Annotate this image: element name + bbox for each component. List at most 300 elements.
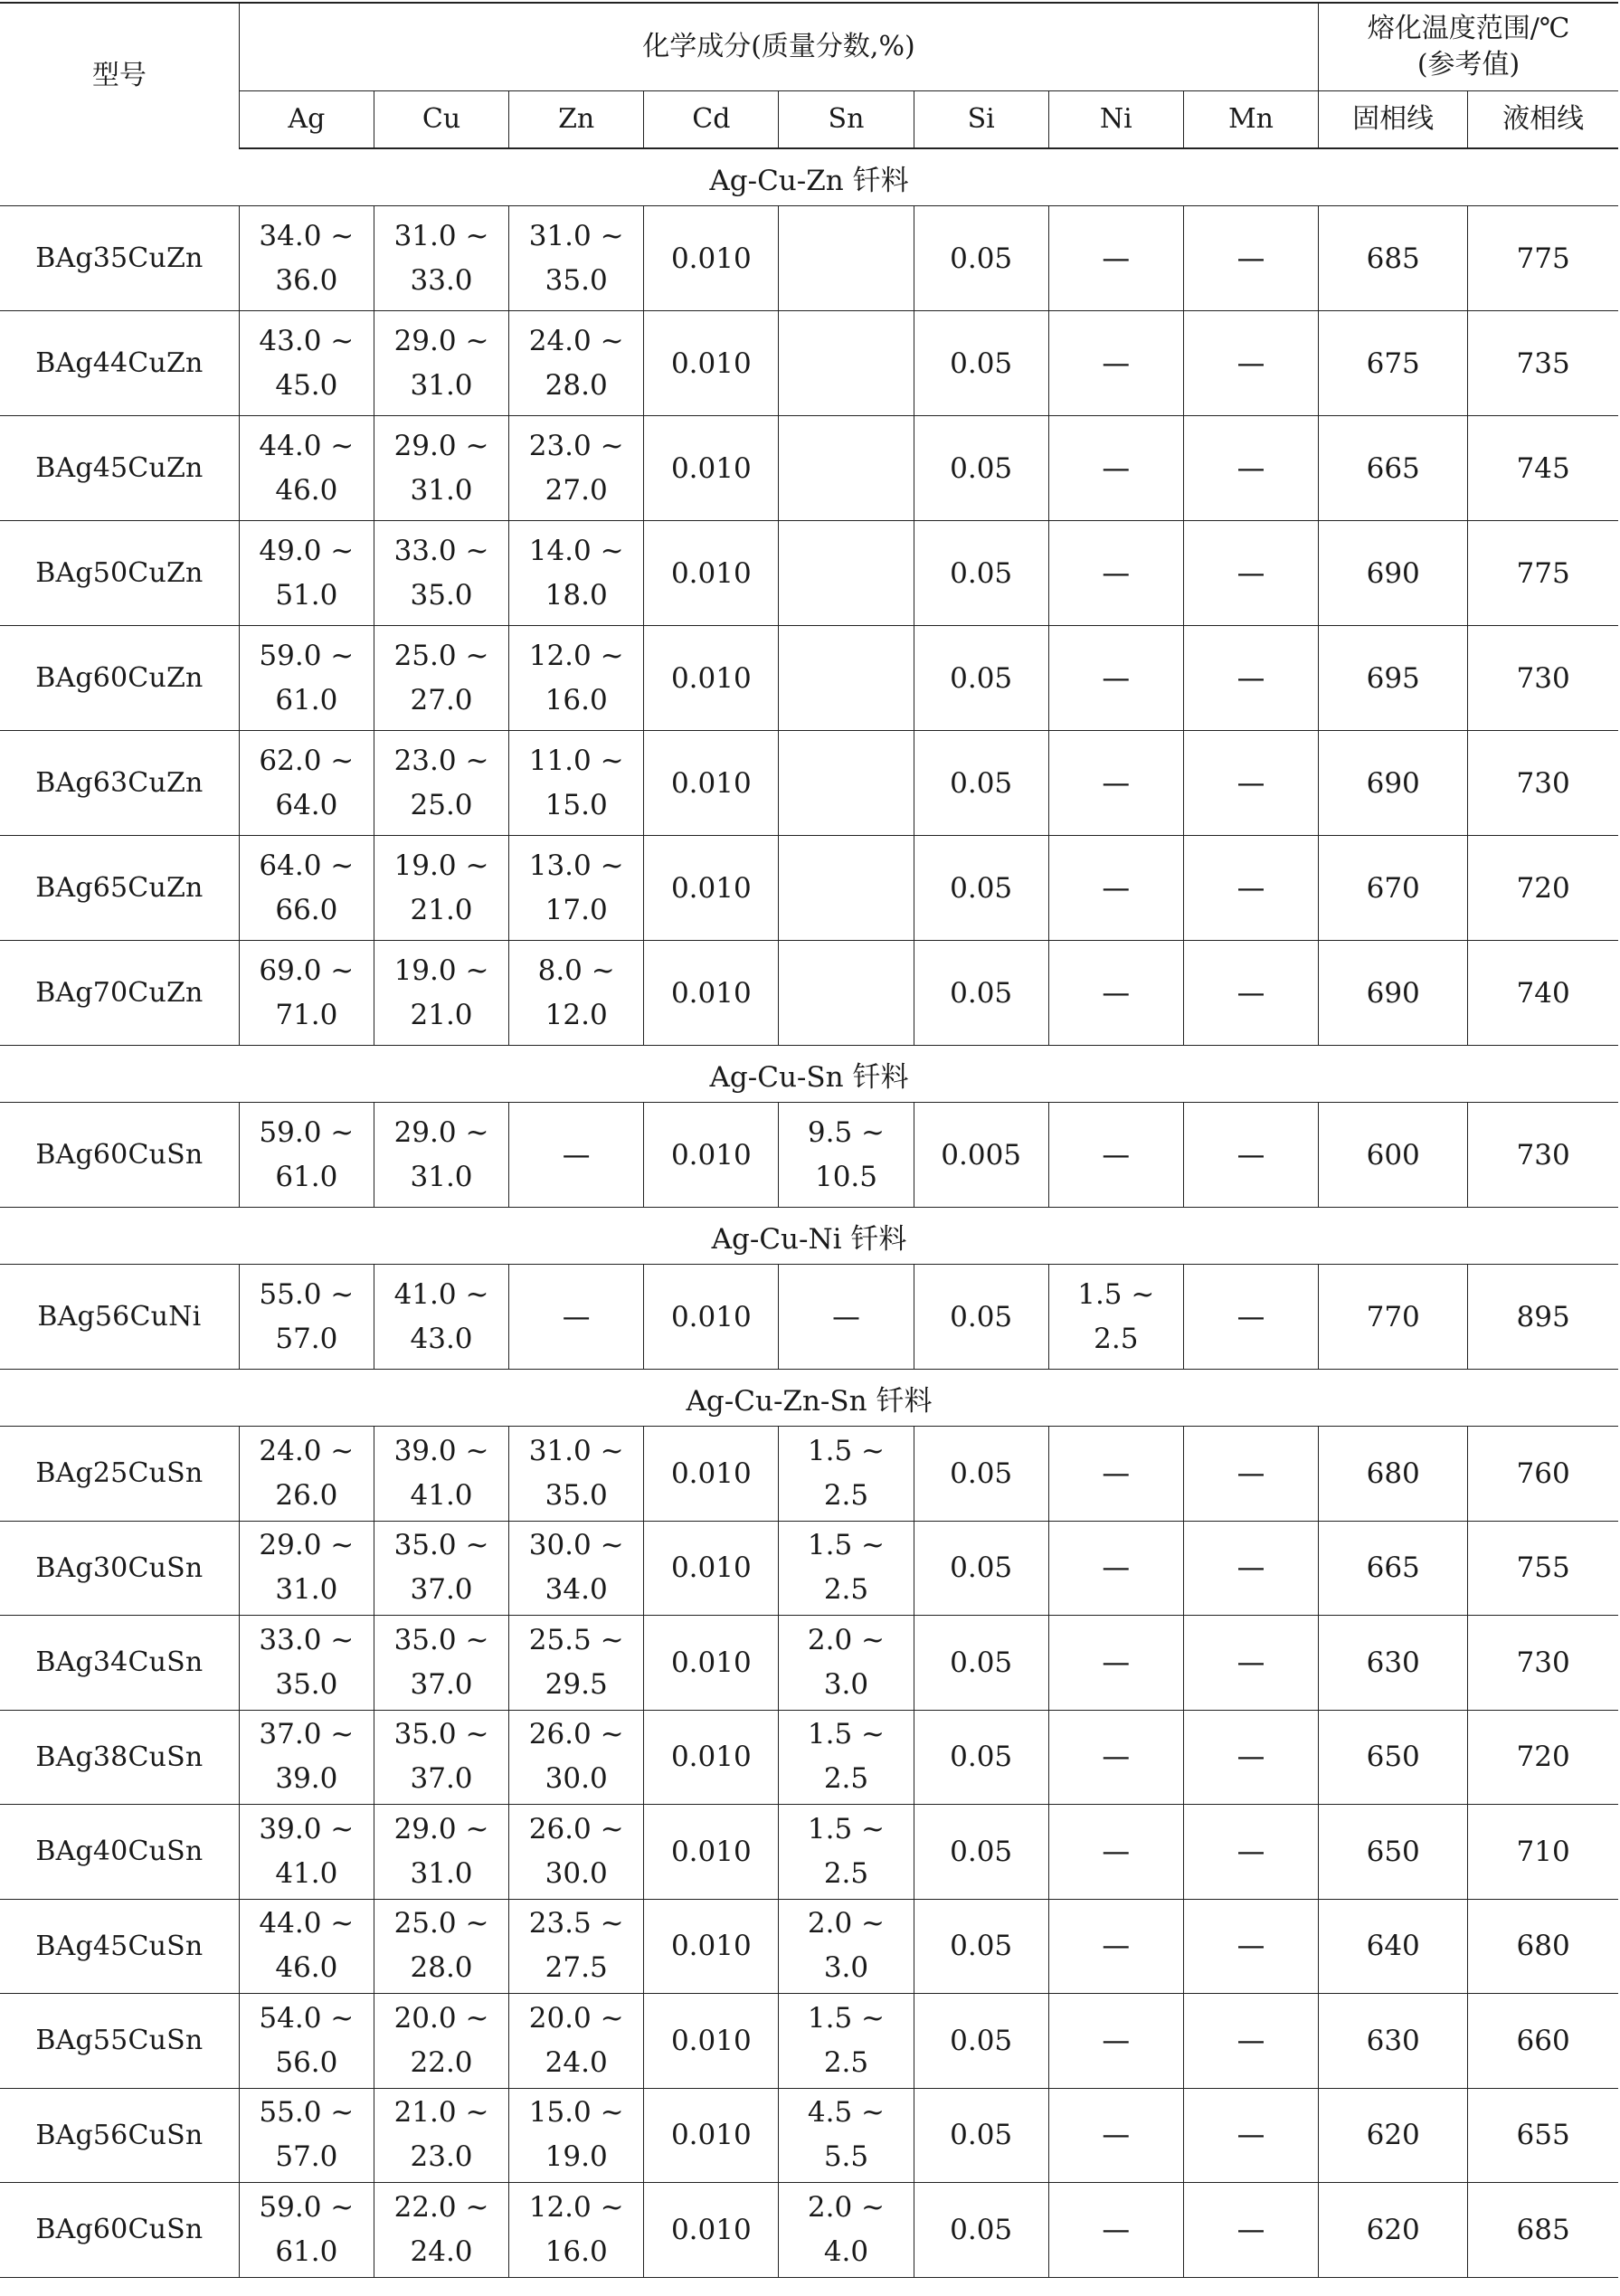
group-row	[0, 1208, 1618, 1265]
cell-liquidus: 755	[1468, 1521, 1618, 1616]
range-high: 16.0	[545, 2234, 608, 2268]
cell-value: 0.010	[670, 976, 752, 1010]
cell-model: BAg35CuZn	[0, 206, 239, 311]
cell-value: —	[1102, 976, 1131, 1010]
cell-zn	[509, 626, 644, 731]
cell-si	[914, 1265, 1048, 1370]
range-low: 41.0 ~	[393, 1277, 489, 1311]
table-row	[0, 311, 1618, 416]
cell-zn	[509, 2183, 644, 2278]
range-low: 4.5 ~	[807, 2096, 886, 2130]
cell-sn	[779, 1616, 914, 1711]
cell-sn	[779, 521, 914, 626]
range-high: 24.0	[545, 2045, 608, 2079]
cell-value: 0.010	[670, 346, 752, 380]
cell-value: —	[1102, 1835, 1131, 1868]
cell-si	[914, 1805, 1048, 1900]
cell-ag	[239, 206, 374, 311]
cell-sn	[779, 1103, 914, 1208]
range-high: 41.0	[410, 1478, 473, 1512]
cell-value: —	[1102, 346, 1131, 380]
cell-ni	[1048, 941, 1183, 1046]
range-high: 5.5	[823, 2140, 869, 2174]
cell-ni	[1048, 206, 1183, 311]
cell-ni	[1048, 1616, 1183, 1711]
cell-value: —	[1236, 242, 1265, 275]
cell-value: 0.010	[670, 1300, 752, 1333]
range-high: 23.0	[410, 2140, 473, 2174]
cell-ag	[239, 1521, 374, 1616]
cell-si	[914, 836, 1048, 941]
cell-value: 0.05	[950, 1646, 1013, 1679]
header-element-ni: Ni	[1048, 90, 1183, 148]
cell-zn	[509, 1427, 644, 1522]
range-low: 69.0 ~	[259, 954, 355, 987]
range-low: 1.5 ~	[807, 1434, 886, 1467]
table-row	[0, 1427, 1618, 1522]
cell-liquidus: 730	[1468, 731, 1618, 836]
cell-sn	[779, 1899, 914, 1994]
cell-mn	[1183, 206, 1318, 311]
cell-value: 0.010	[670, 1930, 752, 1963]
range-low: 14.0 ~	[528, 534, 624, 567]
cell-cd	[644, 1265, 779, 1370]
range-low: 29.0 ~	[393, 1115, 489, 1149]
range-low: 43.0 ~	[259, 324, 355, 357]
range-low: 2.0 ~	[807, 1623, 886, 1656]
range-high: 17.0	[545, 893, 608, 926]
cell-liquidus: 730	[1468, 1103, 1618, 1208]
cell-value: 0.010	[670, 661, 752, 695]
cell-model: BAg60CuZn	[0, 626, 239, 731]
cell-ag	[239, 1103, 374, 1208]
range-high: 29.5	[545, 1667, 608, 1701]
range-low: 29.0 ~	[393, 324, 489, 357]
cell-value: 0.010	[670, 556, 752, 590]
cell-value: 0.05	[950, 1835, 1013, 1868]
cell-value: —	[1236, 2213, 1265, 2246]
table-row	[0, 1616, 1618, 1711]
range-low: 29.0 ~	[259, 1529, 355, 1562]
cell-sn	[779, 416, 914, 521]
range-high: 27.5	[545, 1951, 608, 1985]
range-high: 15.0	[545, 788, 608, 821]
range-low: 25.0 ~	[393, 1907, 489, 1940]
cell-ni	[1048, 2088, 1183, 2183]
cell-value: 0.05	[950, 766, 1013, 800]
cell-zn	[509, 1103, 644, 1208]
range-high: 31.0	[410, 368, 473, 402]
cell-zn	[509, 416, 644, 521]
cell-zn	[509, 1899, 644, 1994]
range-low: 33.0 ~	[393, 534, 489, 567]
range-low: 44.0 ~	[259, 429, 355, 462]
cell-liquidus: 895	[1468, 1265, 1618, 1370]
cell-solidus: 650	[1319, 1805, 1468, 1900]
cell-model: BAg60CuSn	[0, 2183, 239, 2278]
table-row	[0, 206, 1618, 311]
cell-si	[914, 1899, 1048, 1994]
range-high: 10.5	[814, 1160, 877, 1193]
range-low: 31.0 ~	[528, 1434, 624, 1467]
range-high: 36.0	[275, 263, 338, 297]
range-low: 35.0 ~	[393, 1623, 489, 1656]
range-low: 64.0 ~	[259, 849, 355, 882]
range-high: 21.0	[410, 998, 473, 1031]
cell-value: 0.05	[950, 2119, 1013, 2152]
range-high: 66.0	[275, 893, 338, 926]
range-high: 2.5	[823, 2045, 869, 2079]
range-high: 28.0	[545, 368, 608, 402]
range-high: 31.0	[275, 1573, 338, 1607]
range-high: 46.0	[275, 473, 338, 507]
cell-ag	[239, 1710, 374, 1805]
cell-si	[914, 2088, 1048, 2183]
range-low: 2.0 ~	[807, 1907, 886, 1940]
cell-value: 0.05	[950, 2024, 1013, 2057]
cell-value: —	[562, 1138, 591, 1172]
cell-cu	[374, 1899, 508, 1994]
range-low: 31.0 ~	[528, 219, 624, 252]
cell-model: BAg60CuSn	[0, 1103, 239, 1208]
range-low: 23.0 ~	[393, 744, 489, 777]
range-high: 57.0	[275, 2140, 338, 2174]
table-row	[0, 2183, 1618, 2278]
cell-cu	[374, 1616, 508, 1711]
range-low: 35.0 ~	[393, 1529, 489, 1562]
cell-value: 0.010	[670, 2024, 752, 2057]
cell-ag	[239, 416, 374, 521]
cell-value: 0.010	[670, 766, 752, 800]
range-low: 44.0 ~	[259, 1907, 355, 1940]
range-low: 2.0 ~	[807, 2190, 886, 2224]
cell-cu	[374, 1521, 508, 1616]
cell-ag	[239, 1427, 374, 1522]
cell-zn	[509, 731, 644, 836]
cell-value: —	[1236, 1456, 1265, 1490]
cell-value: 0.05	[950, 1300, 1013, 1333]
cell-model: BAg56CuNi	[0, 1265, 239, 1370]
header-element-zn: Zn	[509, 90, 644, 148]
cell-value: 0.010	[670, 2119, 752, 2152]
cell-value: 0.05	[950, 976, 1013, 1010]
cell-cd	[644, 836, 779, 941]
cell-value: 0.010	[670, 1551, 752, 1585]
range-low: 39.0 ~	[259, 1812, 355, 1845]
range-low: 1.5 ~	[807, 1718, 886, 1751]
cell-mn	[1183, 311, 1318, 416]
cell-model: BAg70CuZn	[0, 941, 239, 1046]
cell-value: 0.010	[670, 1835, 752, 1868]
range-low: 12.0 ~	[528, 2190, 624, 2224]
header-liquidus: 液相线	[1468, 90, 1618, 148]
range-high: 37.0	[410, 1573, 473, 1607]
cell-value: —	[1236, 556, 1265, 590]
cell-ag	[239, 1899, 374, 1994]
range-high: 28.0	[410, 1951, 473, 1985]
table-row	[0, 731, 1618, 836]
cell-model: BAg34CuSn	[0, 1616, 239, 1711]
range-high: 71.0	[275, 998, 338, 1031]
cell-zn	[509, 311, 644, 416]
cell-ni	[1048, 2183, 1183, 2278]
range-low: 24.0 ~	[528, 324, 624, 357]
cell-cu	[374, 1994, 508, 2089]
cell-zn	[509, 1710, 644, 1805]
range-low: 29.0 ~	[393, 429, 489, 462]
cell-cd	[644, 1710, 779, 1805]
range-low: 59.0 ~	[259, 639, 355, 672]
range-high: 2.5	[823, 1856, 869, 1890]
cell-liquidus: 730	[1468, 1616, 1618, 1711]
cell-si	[914, 941, 1048, 1046]
cell-ag	[239, 2183, 374, 2278]
table-row	[0, 1710, 1618, 1805]
cell-mn	[1183, 626, 1318, 731]
cell-zn	[509, 1994, 644, 2089]
cell-solidus: 640	[1319, 1899, 1468, 1994]
header-element-mn: Mn	[1183, 90, 1318, 148]
cell-solidus: 770	[1319, 1265, 1468, 1370]
range-low: 37.0 ~	[259, 1718, 355, 1751]
cell-zn	[509, 836, 644, 941]
header-element-sn: Sn	[779, 90, 914, 148]
cell-solidus: 690	[1319, 941, 1468, 1046]
cell-cd	[644, 1805, 779, 1900]
header-element-cd: Cd	[644, 90, 779, 148]
cell-ni	[1048, 731, 1183, 836]
cell-cd	[644, 731, 779, 836]
range-high: 61.0	[275, 2234, 338, 2268]
range-low: 11.0 ~	[528, 744, 624, 777]
range-high: 12.0	[545, 998, 608, 1031]
range-high: 39.0	[275, 1762, 338, 1796]
cell-cd	[644, 1427, 779, 1522]
cell-zn	[509, 206, 644, 311]
cell-si	[914, 1994, 1048, 2089]
cell-sn	[779, 2183, 914, 2278]
range-high: 4.0	[823, 2234, 869, 2268]
cell-value: —	[1236, 346, 1265, 380]
cell-ag	[239, 1805, 374, 1900]
header-element-cu: Cu	[374, 90, 508, 148]
cell-value: 0.05	[950, 661, 1013, 695]
range-low: 30.0 ~	[528, 1529, 624, 1562]
cell-cu	[374, 731, 508, 836]
range-low: 55.0 ~	[259, 1277, 355, 1311]
cell-cu	[374, 206, 508, 311]
cell-mn	[1183, 416, 1318, 521]
cell-cd	[644, 311, 779, 416]
cell-value: —	[1102, 871, 1131, 905]
cell-cd	[644, 1899, 779, 1994]
cell-liquidus: 730	[1468, 626, 1618, 731]
range-high: 25.0	[410, 788, 473, 821]
cell-zn	[509, 521, 644, 626]
cell-model: BAg50CuZn	[0, 521, 239, 626]
cell-liquidus: 745	[1468, 416, 1618, 521]
cell-solidus: 665	[1319, 416, 1468, 521]
range-low: 59.0 ~	[259, 2190, 355, 2224]
table-row	[0, 836, 1618, 941]
cell-value: —	[1102, 1138, 1131, 1172]
table-row	[0, 1103, 1618, 1208]
range-high: 31.0	[410, 473, 473, 507]
header-melting-line1: 熔化温度范围/℃	[1367, 12, 1570, 44]
cell-cd	[644, 2088, 779, 2183]
range-high: 35.0	[410, 578, 473, 612]
group-row	[0, 148, 1618, 206]
cell-mn	[1183, 2183, 1318, 2278]
cell-sn	[779, 1994, 914, 2089]
cell-value: —	[831, 1300, 860, 1333]
header-melting-range	[1319, 3, 1618, 90]
cell-value: —	[1236, 2119, 1265, 2152]
cell-cd	[644, 1616, 779, 1711]
cell-value: —	[1102, 2119, 1131, 2152]
cell-value: —	[1102, 1930, 1131, 1963]
cell-liquidus: 655	[1468, 2088, 1618, 2183]
cell-cd	[644, 626, 779, 731]
range-high: 33.0	[410, 263, 473, 297]
cell-liquidus: 760	[1468, 1427, 1618, 1522]
cell-mn	[1183, 1616, 1318, 1711]
cell-mn	[1183, 2088, 1318, 2183]
table-row	[0, 1899, 1618, 1994]
cell-model: BAg55CuSn	[0, 1994, 239, 2089]
cell-value: 0.010	[670, 451, 752, 485]
cell-zn	[509, 1616, 644, 1711]
cell-ni	[1048, 416, 1183, 521]
cell-ni	[1048, 836, 1183, 941]
group-title: Ag-Cu-Sn 钎料	[0, 1046, 1618, 1103]
cell-ni	[1048, 311, 1183, 416]
cell-liquidus: 710	[1468, 1805, 1618, 1900]
cell-ag	[239, 626, 374, 731]
range-high: 22.0	[410, 2045, 473, 2079]
range-low: 20.0 ~	[528, 2001, 624, 2035]
cell-si	[914, 1521, 1048, 1616]
range-high: 21.0	[410, 893, 473, 926]
cell-value: 0.05	[950, 871, 1013, 905]
table-row	[0, 1994, 1618, 2089]
cell-si	[914, 626, 1048, 731]
cell-solidus: 620	[1319, 2183, 1468, 2278]
cell-cd	[644, 416, 779, 521]
cell-solidus: 690	[1319, 731, 1468, 836]
range-low: 59.0 ~	[259, 1115, 355, 1149]
range-high: 2.5	[823, 1762, 869, 1796]
cell-model: BAg38CuSn	[0, 1710, 239, 1805]
table-row	[0, 2088, 1618, 2183]
range-low: 22.0 ~	[393, 2190, 489, 2224]
cell-model: BAg56CuSn	[0, 2088, 239, 2183]
table-header	[0, 3, 1618, 148]
range-low: 1.5 ~	[1077, 1277, 1155, 1311]
cell-sn	[779, 731, 914, 836]
cell-model: BAg65CuZn	[0, 836, 239, 941]
cell-ni	[1048, 1427, 1183, 1522]
cell-ag	[239, 731, 374, 836]
cell-cd	[644, 1994, 779, 2089]
cell-sn	[779, 941, 914, 1046]
cell-value: 0.010	[670, 1646, 752, 1679]
group-title: Ag-Cu-Zn-Sn 钎料	[0, 1370, 1618, 1427]
cell-cd	[644, 206, 779, 311]
range-high: 2.5	[823, 1478, 869, 1512]
cell-mn	[1183, 731, 1318, 836]
cell-si	[914, 1427, 1048, 1522]
range-high: 27.0	[545, 473, 608, 507]
table-row	[0, 1521, 1618, 1616]
cell-value: —	[1236, 1551, 1265, 1585]
cell-cu	[374, 626, 508, 731]
cell-ni	[1048, 1899, 1183, 1994]
cell-solidus: 680	[1319, 1427, 1468, 1522]
cell-solidus: 690	[1319, 521, 1468, 626]
range-high: 46.0	[275, 1951, 338, 1985]
cell-value: —	[1102, 766, 1131, 800]
cell-solidus: 665	[1319, 1521, 1468, 1616]
cell-value: —	[1102, 2024, 1131, 2057]
cell-solidus: 620	[1319, 2088, 1468, 2183]
cell-solidus: 685	[1319, 206, 1468, 311]
cell-si	[914, 731, 1048, 836]
range-high: 61.0	[275, 683, 338, 716]
group-title: Ag-Cu-Ni 钎料	[0, 1208, 1618, 1265]
cell-value: —	[1236, 871, 1265, 905]
cell-value: 0.05	[950, 2213, 1013, 2246]
range-high: 35.0	[275, 1667, 338, 1701]
cell-mn	[1183, 1805, 1318, 1900]
cell-cd	[644, 1521, 779, 1616]
range-high: 26.0	[275, 1478, 338, 1512]
cell-value: 0.05	[950, 1930, 1013, 1963]
cell-zn	[509, 1805, 644, 1900]
cell-value: 0.010	[670, 2213, 752, 2246]
range-high: 34.0	[545, 1573, 608, 1607]
table-body	[0, 148, 1618, 2277]
cell-value: —	[1102, 2213, 1131, 2246]
cell-ni	[1048, 1265, 1183, 1370]
cell-mn	[1183, 521, 1318, 626]
table-row	[0, 416, 1618, 521]
cell-cu	[374, 1103, 508, 1208]
range-low: 9.5 ~	[807, 1115, 886, 1149]
cell-solidus: 670	[1319, 836, 1468, 941]
cell-solidus: 630	[1319, 1616, 1468, 1711]
range-low: 23.5 ~	[528, 1907, 624, 1940]
range-low: 62.0 ~	[259, 744, 355, 777]
cell-model: BAg25CuSn	[0, 1427, 239, 1522]
cell-cu	[374, 521, 508, 626]
cell-value: —	[1236, 766, 1265, 800]
range-low: 19.0 ~	[393, 954, 489, 987]
cell-value: 0.05	[950, 451, 1013, 485]
range-high: 45.0	[275, 368, 338, 402]
range-high: 41.0	[275, 1856, 338, 1890]
cell-sn	[779, 2088, 914, 2183]
range-high: 37.0	[410, 1667, 473, 1701]
range-high: 31.0	[410, 1160, 473, 1193]
header-melting-line2: (参考值)	[1416, 48, 1521, 81]
cell-sn	[779, 626, 914, 731]
cell-si	[914, 2183, 1048, 2278]
range-high: 16.0	[545, 683, 608, 716]
cell-value: 0.05	[950, 242, 1013, 275]
cell-sn	[779, 1521, 914, 1616]
range-low: 35.0 ~	[393, 1718, 489, 1751]
